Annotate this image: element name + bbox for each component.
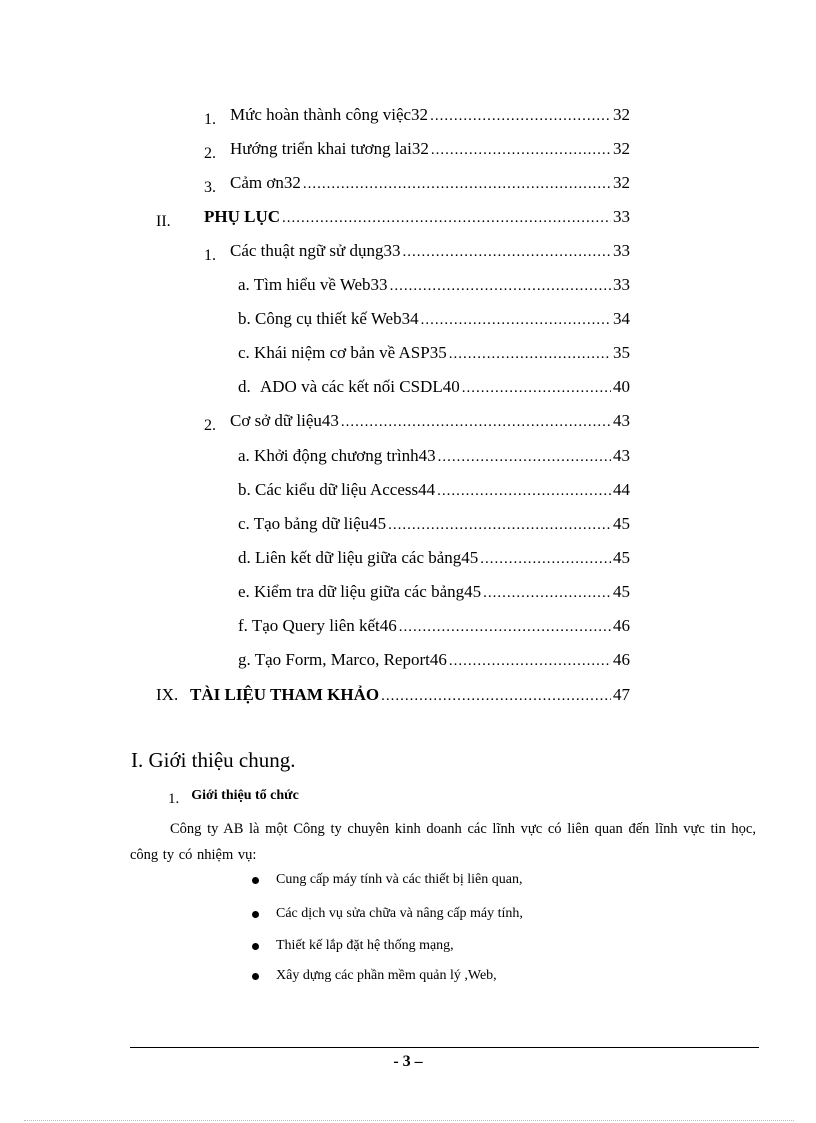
toc-entry-number: 2. (204, 417, 216, 434)
toc-entry[interactable] (156, 684, 630, 707)
toc-entry-title: PHỤ LỤC (204, 207, 281, 226)
toc-entry-title: d. Liên kết dữ liệu giữa các bảng45 (238, 548, 479, 567)
toc-entry-title: Mức hoàn thành công việc32 (230, 105, 429, 124)
toc-entry-title: c. Khái niệm cơ bản về ASP35 (238, 343, 447, 362)
toc-leader-dots (388, 514, 611, 536)
toc-entry-number: IX. (156, 685, 179, 704)
toc-entry-title: b. Các kiểu dữ liệu Access44 (238, 480, 436, 499)
toc-entry-page: 43 (613, 411, 630, 430)
bullet-icon (252, 911, 259, 918)
toc-leader-dots (399, 616, 611, 638)
toc-entry[interactable] (238, 376, 630, 399)
toc-entry[interactable] (204, 410, 630, 433)
toc-entry-number: d. (238, 377, 251, 396)
toc-entry[interactable] (238, 547, 630, 570)
toc-entry-number: II. (156, 213, 171, 230)
toc-leader-dots (431, 139, 611, 161)
toc-entry[interactable] (238, 342, 630, 365)
subsection-title: Giới thiệu tổ chức (191, 788, 299, 803)
toc-leader-dots (480, 548, 611, 570)
toc-entry-title: Cảm ơn32 (230, 173, 301, 192)
bullet-icon (252, 973, 259, 980)
toc-leader-dots (341, 411, 611, 433)
toc-entry[interactable] (204, 172, 630, 195)
toc-entry-page: 45 (613, 582, 630, 601)
toc-leader-dots (438, 446, 611, 468)
toc-entry-title: Hướng triển khai tương lai32 (230, 139, 429, 158)
toc-entry-page: 32 (613, 139, 630, 158)
toc-entry-title: TÀI LIỆU THAM KHẢO (190, 685, 380, 704)
toc-entry[interactable] (204, 138, 630, 161)
toc-entry-title: ADO và các kết nối CSDL40 (260, 377, 460, 396)
toc-entry-number: 1. (204, 247, 216, 264)
toc-leader-dots (381, 685, 611, 707)
list-item (248, 904, 523, 924)
toc-entry-page: 32 (613, 105, 630, 124)
toc-entry[interactable] (238, 274, 630, 297)
toc-entry-page: 44 (613, 480, 630, 499)
toc-entry-title: a. Tìm hiểu về Web33 (238, 275, 388, 294)
toc-entry-number: 2. (204, 145, 216, 162)
toc-entry-title: b. Công cụ thiết kế Web34 (238, 309, 419, 328)
toc-leader-dots (483, 582, 611, 604)
toc-leader-dots (402, 241, 611, 263)
toc-entry-page: 45 (613, 514, 630, 533)
toc-entry[interactable] (238, 479, 630, 502)
toc-entry[interactable] (204, 104, 630, 127)
toc-entry[interactable] (238, 308, 630, 331)
toc-leader-dots (303, 173, 611, 195)
bullet-icon (252, 877, 259, 884)
toc-entry-title: c. Tạo bảng dữ liệu45 (238, 514, 387, 533)
list-item-text: Các dịch vụ sửa chữa và nâng cấp máy tính, (276, 906, 523, 921)
toc-entry-page: 43 (613, 446, 630, 465)
list-item-text: Xây dựng các phần mềm quản lý ,Web, (276, 968, 497, 983)
toc-entry-title: g. Tạo Form, Marco, Report46 (238, 650, 447, 669)
toc-entry-page: 35 (613, 343, 630, 362)
toc-entry[interactable] (156, 206, 630, 229)
list-item-text: Thiết kế lắp đặt hệ thống mạng, (276, 938, 454, 953)
toc-leader-dots (437, 480, 611, 502)
body-paragraph: Công ty AB là một Công ty chuyên kinh doanh các lĩnh vực có liên quan đến lĩnh vực tin học, công ty có nhiệm vụ: (130, 821, 756, 863)
toc-leader-dots (390, 275, 611, 297)
toc-entry-title: a. Khởi động chương trình43 (238, 446, 436, 465)
toc-entry[interactable] (238, 649, 630, 672)
subsection-heading (168, 786, 299, 805)
toc-leader-dots (282, 207, 611, 229)
toc-entry-page: 33 (613, 207, 630, 226)
toc-entry-page: 33 (613, 241, 630, 260)
toc-entry[interactable] (204, 240, 630, 263)
list-item (248, 870, 522, 890)
toc-entry-number: 3. (204, 179, 216, 196)
toc-leader-dots (421, 309, 611, 331)
footer-divider (130, 1047, 759, 1048)
toc-leader-dots (449, 343, 611, 365)
toc-entry-number: 1. (204, 111, 216, 128)
toc-leader-dots (449, 650, 611, 672)
toc-entry-title: Các thuật ngữ sử dụng33 (230, 241, 401, 260)
bullet-icon (252, 943, 259, 950)
toc-entry[interactable] (238, 445, 630, 468)
toc-entry[interactable] (238, 615, 630, 638)
list-item (248, 966, 497, 986)
toc-entry-page: 33 (613, 275, 630, 294)
section-heading: I. Giới thiệu chung. (131, 748, 296, 772)
toc-entry-title: Cơ sở dữ liệu43 (230, 411, 339, 430)
toc-leader-dots (430, 105, 611, 127)
list-item-text: Cung cấp máy tính và các thiết bị liên quan, (276, 872, 523, 887)
toc-entry[interactable] (238, 581, 630, 604)
toc-entry[interactable] (238, 513, 630, 536)
list-item (248, 936, 454, 956)
toc-entry-page: 45 (613, 548, 630, 567)
toc-leader-dots (462, 377, 611, 399)
page-edge-divider (24, 1120, 794, 1121)
toc-entry-page: 40 (613, 377, 630, 396)
toc-entry-page: 47 (613, 685, 630, 704)
subsection-number: 1. (168, 791, 180, 807)
toc-entry-page: 32 (613, 173, 630, 192)
toc-entry-title: f. Tạo Query liên kết46 (238, 616, 397, 635)
toc-entry-title: e. Kiểm tra dữ liệu giữa các bảng45 (238, 582, 482, 601)
toc-entry-page: 46 (613, 650, 630, 669)
toc-entry-page: 34 (613, 309, 630, 328)
toc-entry-page: 46 (613, 616, 630, 635)
page-number: - 3 – (393, 1053, 423, 1070)
